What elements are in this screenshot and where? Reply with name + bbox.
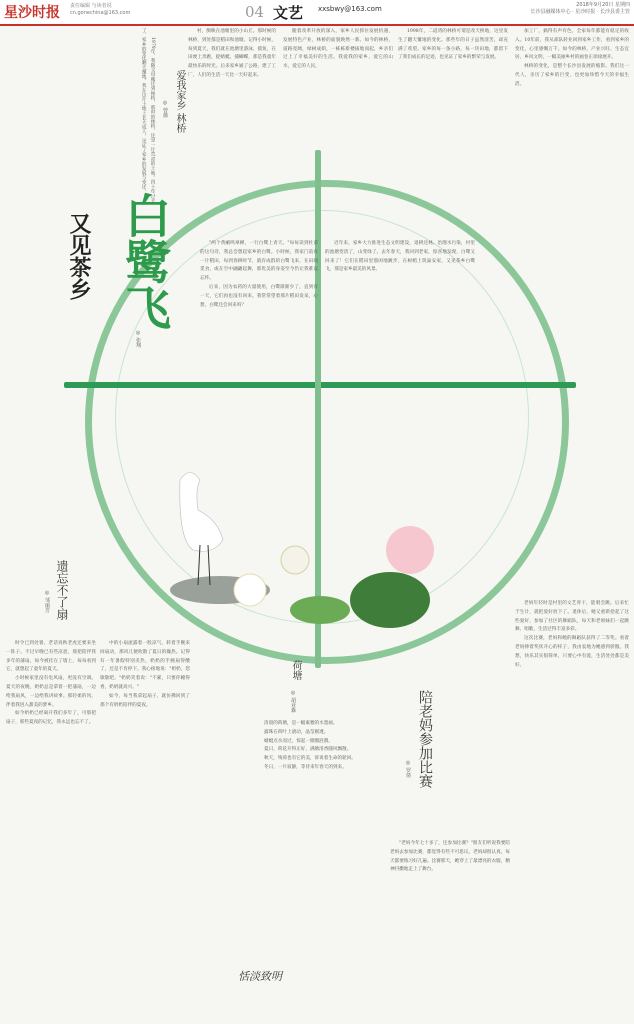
text-column-mom-2: 老妈年轻时是村里的文艺骨干，能唱会跳。后来忙于生计，就把爱好放下了。退休后，她又重新拾起了这些爱好，参加了社区的舞蹈队，每天和老姐妹们一起跳舞、唱歌，生活过得丰富多彩。 这次比赛，老妈和她的舞蹈队获得了二等奖。看着老妈捧着奖状开心的样子，我由衷地为她感到骄傲。我想，快乐其实很简单，只要心中有爱，生活处处都是美好。 <box>515 601 629 668</box>
byline-egret: ◎ 张翔 <box>135 330 141 348</box>
header-date <box>510 2 630 16</box>
text-column-top-2: 随着改革开放的深入，家乡人民抓住发展机遇，发展特色产业，林桥的面貌焕然一新。如今的林桥，道路宽阔，绿树成荫，一栋栋新楼拔地而起，乡亲们过上了幸福美好的生活。我爱我的家乡，爱它的山水，爱它的人民。 <box>283 29 393 70</box>
text-column-top-3: 1998年，二道湾的林桥可谓是改天换地，这里发生了翻天覆地的变化。那些年的日子虽然清苦，却充满了希望。家乡的每一条小路，每一块田地，都留下了我们成长的足迹，也见证了家乡的繁荣与发展。 <box>398 29 508 61</box>
header-right-sub: 长沙县融媒体中心 · 星沙时报 · 长沙县委主管 <box>530 9 630 15</box>
text-column-top-1: 村，倒映在池塘里的小山丘。那时候的林桥，到处都是稻田和池塘。记得小时候，每到夏天，我们就在池塘里游泳、摸鱼，在田埂上奔跑，捉蜻蜓、捕蝴蝶，那是我童年最快乐的时光。后来家乡通了公路，建了工厂，人们的生活一天比一天好起来。 <box>188 29 276 78</box>
article-title-fan: 遗忘不了扇 <box>55 560 69 620</box>
egret-lotus-illustration <box>150 440 460 640</box>
text-column-egret-1: "两个黄鹂鸣翠柳，一行白鹭上青天。"每每读到杜甫的这句诗，我总会想起家乡的白鹭。小时候，我家门前有一片稻田，每到春耕时节，就有成群的白鹭飞来，在田间觅食，或在空中翩翩起舞，那优美的身姿至今仍让我难以忘怀。 后来，因为农药的大量使用，白鹭渐渐少了，直到有一天，它们再也没有回来。我常常望着那片稻田发呆，心想，白鹭还会回来吗？ <box>200 241 318 308</box>
date-line: 2018年9月20日 星期四 <box>576 2 630 8</box>
white-lotus-flower <box>234 574 266 606</box>
byline-hometown: ◎ 曾薇 <box>162 100 168 118</box>
text-column-fan-1: 时令已到处暑，老话说秋老虎还要来坐一阵子。不过早晚已有些凉意，那把陪伴我多年的蒲扇，如今被挂在了墙上，每每看到它，就想起了童年的夏天。 小时候家里没有电风扇，更没有空调。夏天的夜晚，奶奶总是拿着一把蒲扇，一边给我扇风，一边给我讲故事。那轻柔的风，伴着我进入甜美的梦乡。 如今奶奶已经离开我们多年了，可那把扇子，那些夏夜的记忆，我永远也忘不了。 <box>6 641 96 726</box>
text-column-top-4: 加工厂，搞得有声有色，全家每年都能有稳定的收入。10年前，我从部队转业回到家乡工作，看到家乡的变化，心里感慨万千。如今的林桥，产业兴旺、生态宜居、乡风文明，一幅美丽乡村的画卷正徐徐展开。 林桥的变化，是整个长沙县发展的缩影。我们这一代人，亲历了家乡的巨变，也更加珍惜今天的幸福生活。 <box>515 29 629 87</box>
article-title-mom-contest: 陪老妈参加比赛 <box>417 690 433 788</box>
pink-lotus-flower <box>386 526 434 574</box>
newspaper-logo: 星沙时报 <box>4 5 60 21</box>
lotus-leaf <box>350 572 430 628</box>
subtitle-tea-village: 又见茶乡 <box>66 212 92 300</box>
text-column-egret-2: 近年来，家乡大力推进生态文明建设，退耕还林、治理水污染，村里的池塘变清了，山变绿了。去年春天，我回到老家，惊喜地发现，白鹭又回来了！它们在稻田里悠闲地踱步，在树梢上筑巢安家，又见茶乡白鹭飞，那是家乡最美的风景。 <box>325 241 475 273</box>
text-column-mom-1: "老妈今年七十多了，还参加比赛？"朋友们听说我要陪老妈去参加比赛，都觉得有些不可思议。老妈却很认真，每天都要练习好几遍。比赛那天，她穿上了最漂亮的衣服，精神抖擞地走上了舞台。 <box>390 841 510 873</box>
text-column-fan-2: 中的小扇流露着一股凉气，转着手腕来回扇动，那风儿便吹散了夏日的燥热。记得有一年暑假特别炎热，奶奶的手腕扇得酸了，还是不肯停下。我心疼地说："奶奶，您歇歇吧。"奶奶笑着说："不累，只要你睡得香，奶奶就高兴。" 如今，每当我拿起扇子，就仿佛回到了那个有奶奶陪伴的夏夜。 <box>100 641 190 708</box>
section-title: 文艺 <box>273 4 304 22</box>
lotus-leaf-2 <box>290 596 350 624</box>
byline-lotus-pond: ◎ 胡业森 <box>290 690 296 713</box>
lotus-flower-2 <box>281 546 309 574</box>
page-header <box>0 0 634 26</box>
byline-fan: ◎ 邹丽芳 <box>44 590 50 613</box>
poem-text: 清晨的荷塘，是一幅素雅的水墨画。 露珠在荷叶上滚动，晶莹剔透。 蜻蜓点水而过，惊起一圈圈涟漪。 夏日，荷花开得正好，满塘清香随风飘散。 秋天，残荷也有它的美，诉说着生命的轮回。 冬日，一片寂静，等待来年春天的到来。 <box>264 721 356 770</box>
byline-mom-contest: ◎ 罗倩 <box>405 760 411 778</box>
poem-title-lotus-pond: 荷塘 <box>290 660 301 680</box>
section-email: xxsbwy@163.com <box>318 5 382 13</box>
page-number: 04 <box>245 3 265 21</box>
text-column-hometown: 1979年，我随父母搬迁到林桥，那时的林桥，还是一片荒凉的土地。四十年过去了，家乡的变化翻天覆地，我在这片土地上长大成人，见证了家乡的发展与变迁。 <box>141 28 155 203</box>
article-title-hometown: 爱我家乡 林桥 <box>174 70 185 134</box>
calligraphy-stamp: 恬淡致明 <box>238 970 282 983</box>
main-title-egret: 白鹭飞 <box>118 192 172 330</box>
header-subline: 责任编辑 与读者说 cn.gonechina@163.com <box>70 3 131 16</box>
egret-bird <box>180 473 223 552</box>
